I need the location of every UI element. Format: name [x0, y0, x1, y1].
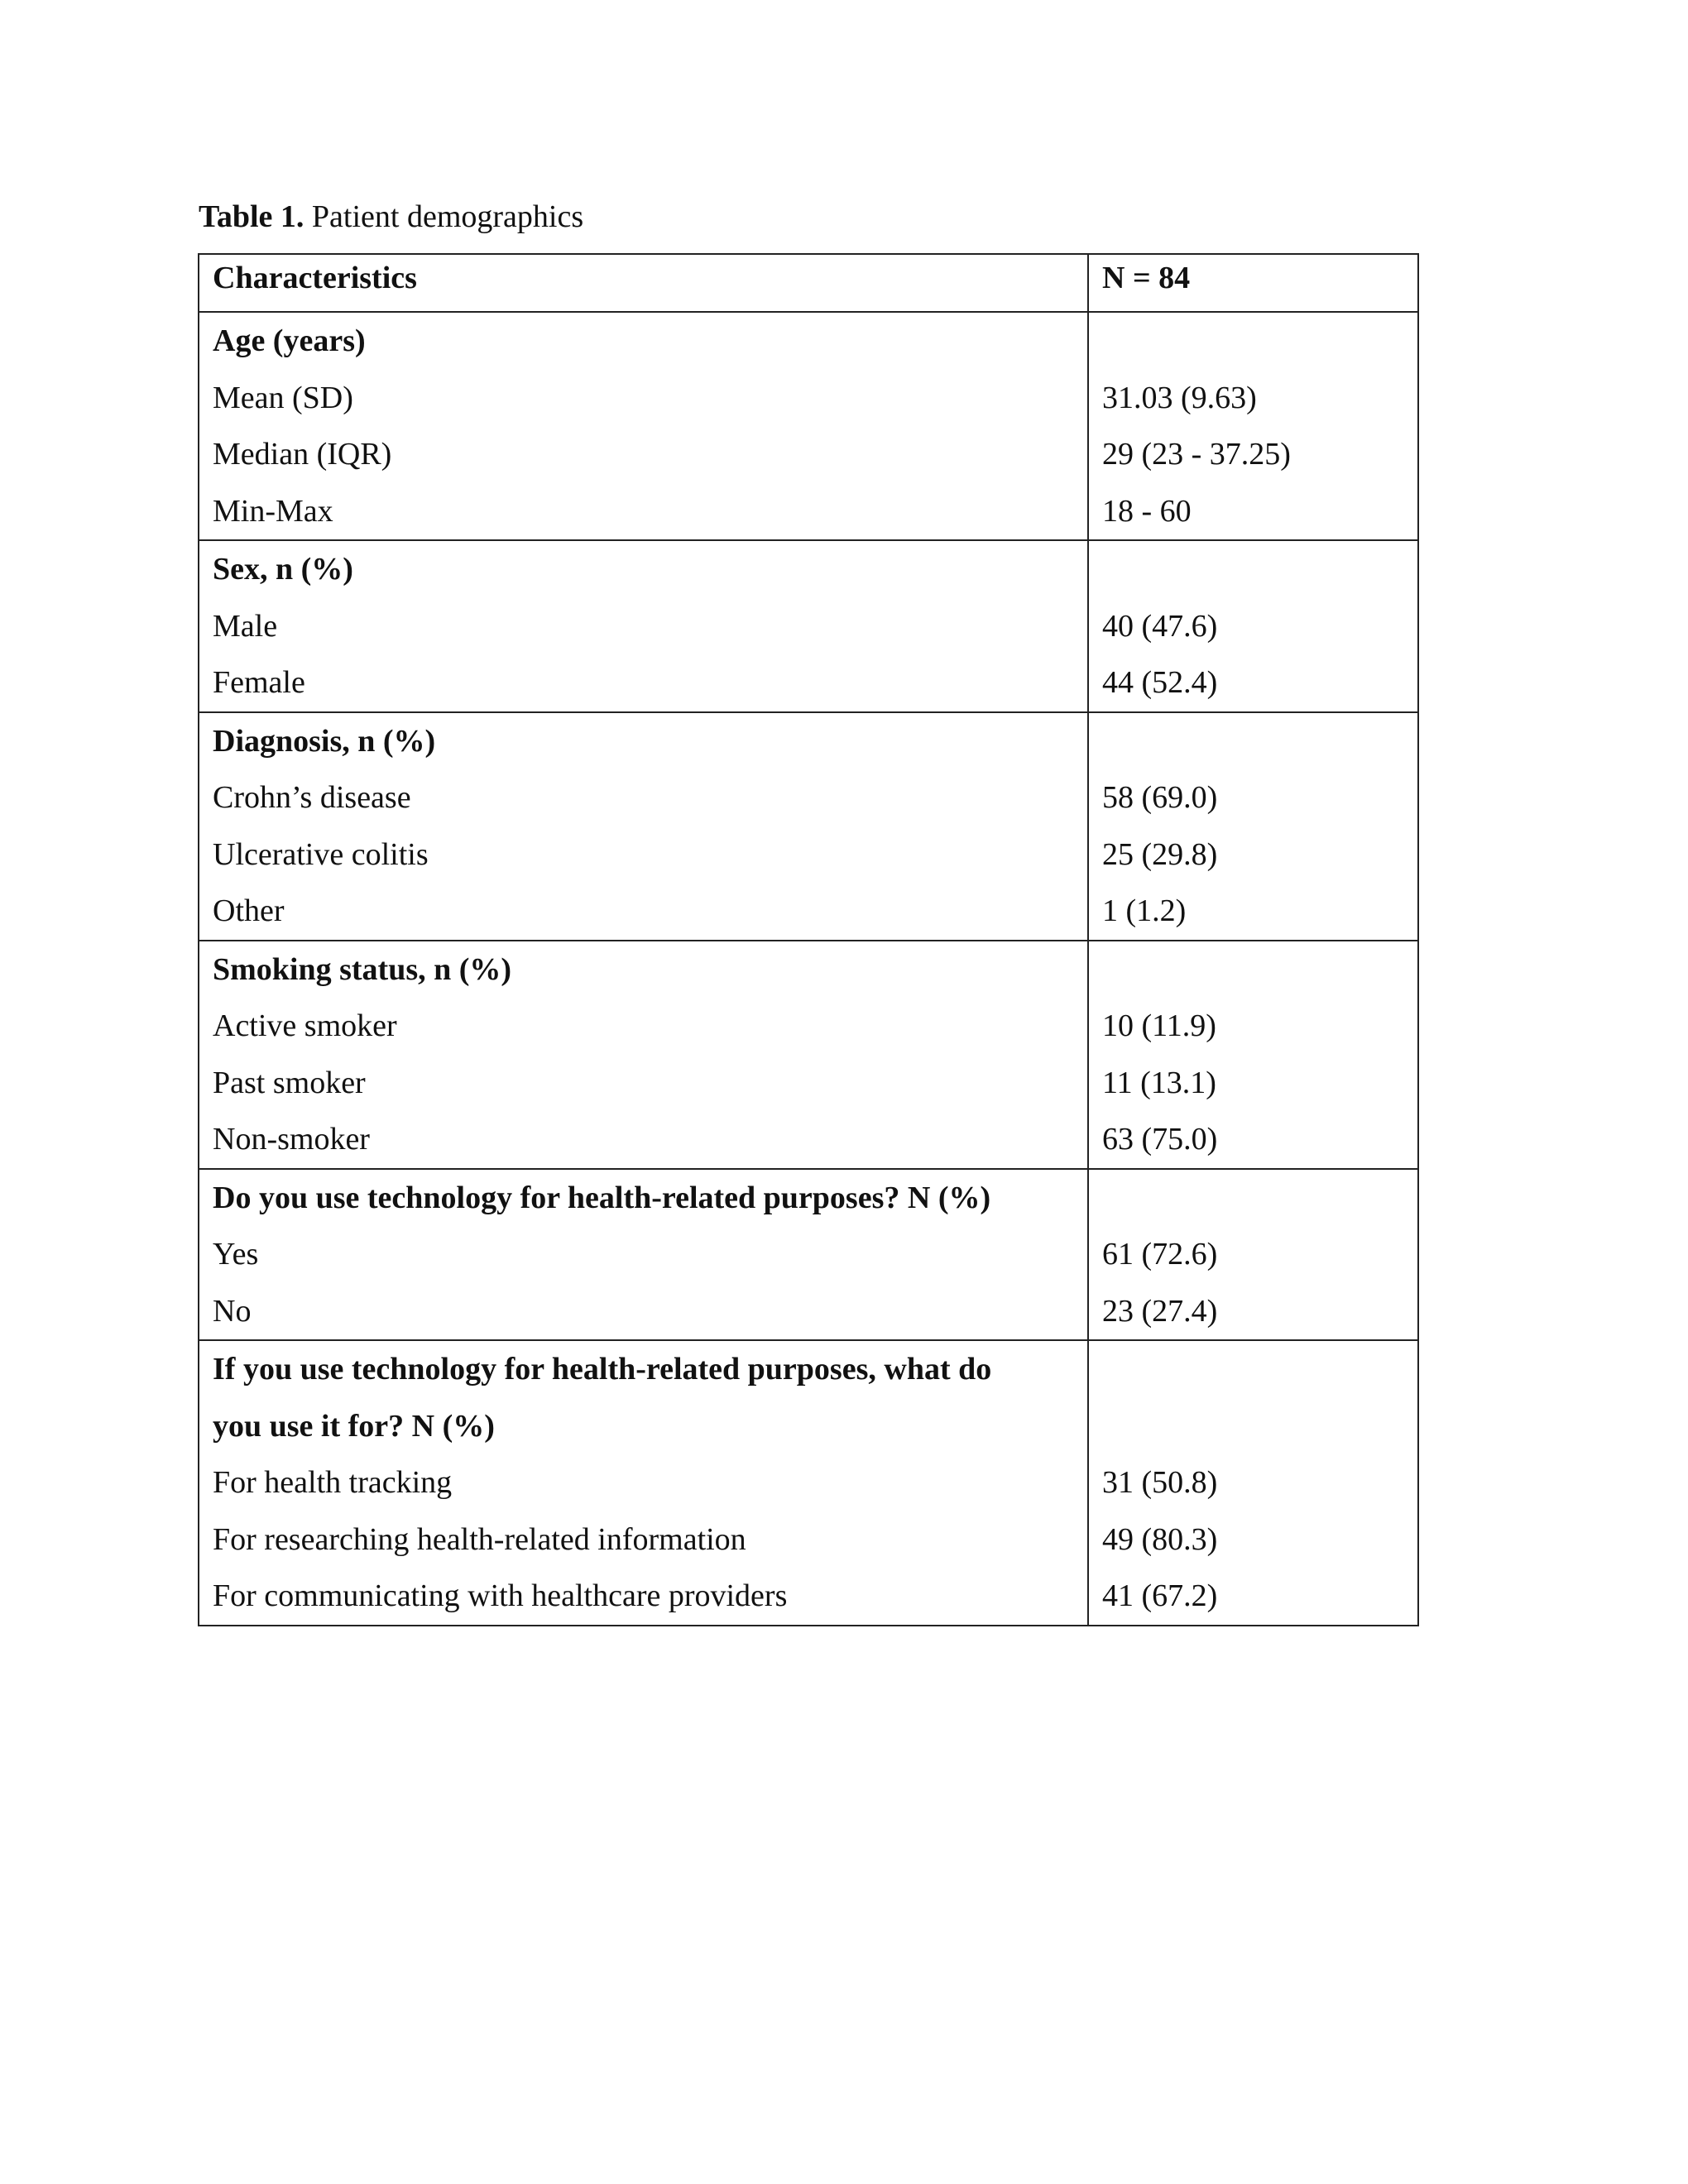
row-value: 41 (67.2) [1102, 1578, 1218, 1613]
table-row [199, 1169, 1418, 1341]
table-section [199, 1169, 1418, 1341]
row-label: Non-smoker [213, 1122, 370, 1157]
row-value: 61 (72.6) [1102, 1237, 1218, 1272]
row-label: Ulcerative colitis [213, 836, 429, 872]
section-heading-spacer [1102, 1170, 1404, 1227]
row-value: 11 (13.1) [1102, 1065, 1216, 1100]
section-value-cell [1088, 1340, 1418, 1626]
row-value: 49 (80.3) [1102, 1521, 1218, 1557]
row-label: Past smoker [213, 1065, 366, 1100]
table-header-row [199, 254, 1418, 312]
row-label: Female [213, 665, 305, 700]
table-row [199, 540, 1418, 712]
table-section [199, 312, 1418, 540]
row-label: Median (IQR) [213, 437, 392, 472]
table-row [199, 312, 1418, 540]
table-caption-label: Table 1. [199, 199, 305, 234]
row-value: 44 (52.4) [1102, 665, 1218, 700]
section-value-cell [1088, 1169, 1418, 1341]
table-row [199, 1340, 1418, 1626]
row-label: For researching health-related information [213, 1521, 746, 1557]
row-value: 1 (1.2) [1102, 893, 1187, 928]
section-heading-spacer [1102, 313, 1404, 370]
row-value: 31 (50.8) [1102, 1465, 1218, 1500]
row-label: Male [213, 608, 278, 644]
table-header [199, 254, 1418, 312]
header-n: N = 84 [1102, 261, 1191, 295]
section-heading-spacer [1102, 1341, 1404, 1398]
table-section [199, 941, 1418, 1169]
row-value: 58 (69.0) [1102, 780, 1218, 815]
section-label-cell [199, 1169, 1088, 1341]
section-label-cell [199, 312, 1088, 540]
section-heading: Smoking status, n (%) [213, 951, 512, 987]
section-heading-spacer [1102, 1398, 1404, 1455]
section-heading: you use it for? N (%) [213, 1408, 495, 1444]
row-label: For health tracking [213, 1465, 453, 1500]
header-cell-n [1088, 254, 1418, 312]
table-section [199, 540, 1418, 712]
row-label: Min-Max [213, 493, 333, 529]
row-label: No [213, 1293, 252, 1329]
section-label-cell [199, 712, 1088, 941]
demographics-table [198, 253, 1419, 1626]
row-value: 25 (29.8) [1102, 836, 1218, 872]
table-section [199, 1340, 1418, 1626]
section-value-cell [1088, 312, 1418, 540]
header-characteristics: Characteristics [213, 261, 417, 295]
section-value-cell [1088, 941, 1418, 1169]
section-value-cell [1088, 540, 1418, 712]
header-cell-characteristics [199, 254, 1088, 312]
row-label: For communicating with healthcare providers [213, 1578, 788, 1613]
row-label: Crohn’s disease [213, 780, 411, 815]
section-heading: Age (years) [213, 323, 366, 358]
row-label: Mean (SD) [213, 380, 353, 415]
row-value: 63 (75.0) [1102, 1122, 1218, 1157]
row-label: Active smoker [213, 1008, 397, 1043]
row-value: 18 - 60 [1102, 493, 1192, 529]
section-heading-spacer [1102, 541, 1404, 598]
section-heading: If you use technology for health-related purposes, what do [213, 1352, 992, 1387]
section-label-cell [199, 1340, 1088, 1626]
section-heading-spacer [1102, 713, 1404, 770]
table-row [199, 712, 1418, 941]
table-row [199, 941, 1418, 1169]
section-label-cell [199, 941, 1088, 1169]
section-heading-spacer [1102, 941, 1404, 999]
section-value-cell [1088, 712, 1418, 941]
row-value: 31.03 (9.63) [1102, 380, 1257, 415]
table-section [199, 712, 1418, 941]
table-caption-text: Patient demographics [311, 199, 584, 234]
section-heading: Diagnosis, n (%) [213, 723, 436, 759]
row-value: 40 (47.6) [1102, 608, 1218, 644]
row-value: 10 (11.9) [1102, 1008, 1216, 1043]
row-label: Yes [213, 1237, 259, 1272]
row-label: Other [213, 893, 285, 928]
row-value: 23 (27.4) [1102, 1293, 1218, 1329]
section-heading: Do you use technology for health-related purposes? N (%) [213, 1180, 991, 1215]
section-label-cell [199, 540, 1088, 712]
row-value: 29 (23 - 37.25) [1102, 437, 1291, 472]
section-heading: Sex, n (%) [213, 552, 353, 587]
table-caption [199, 197, 583, 237]
